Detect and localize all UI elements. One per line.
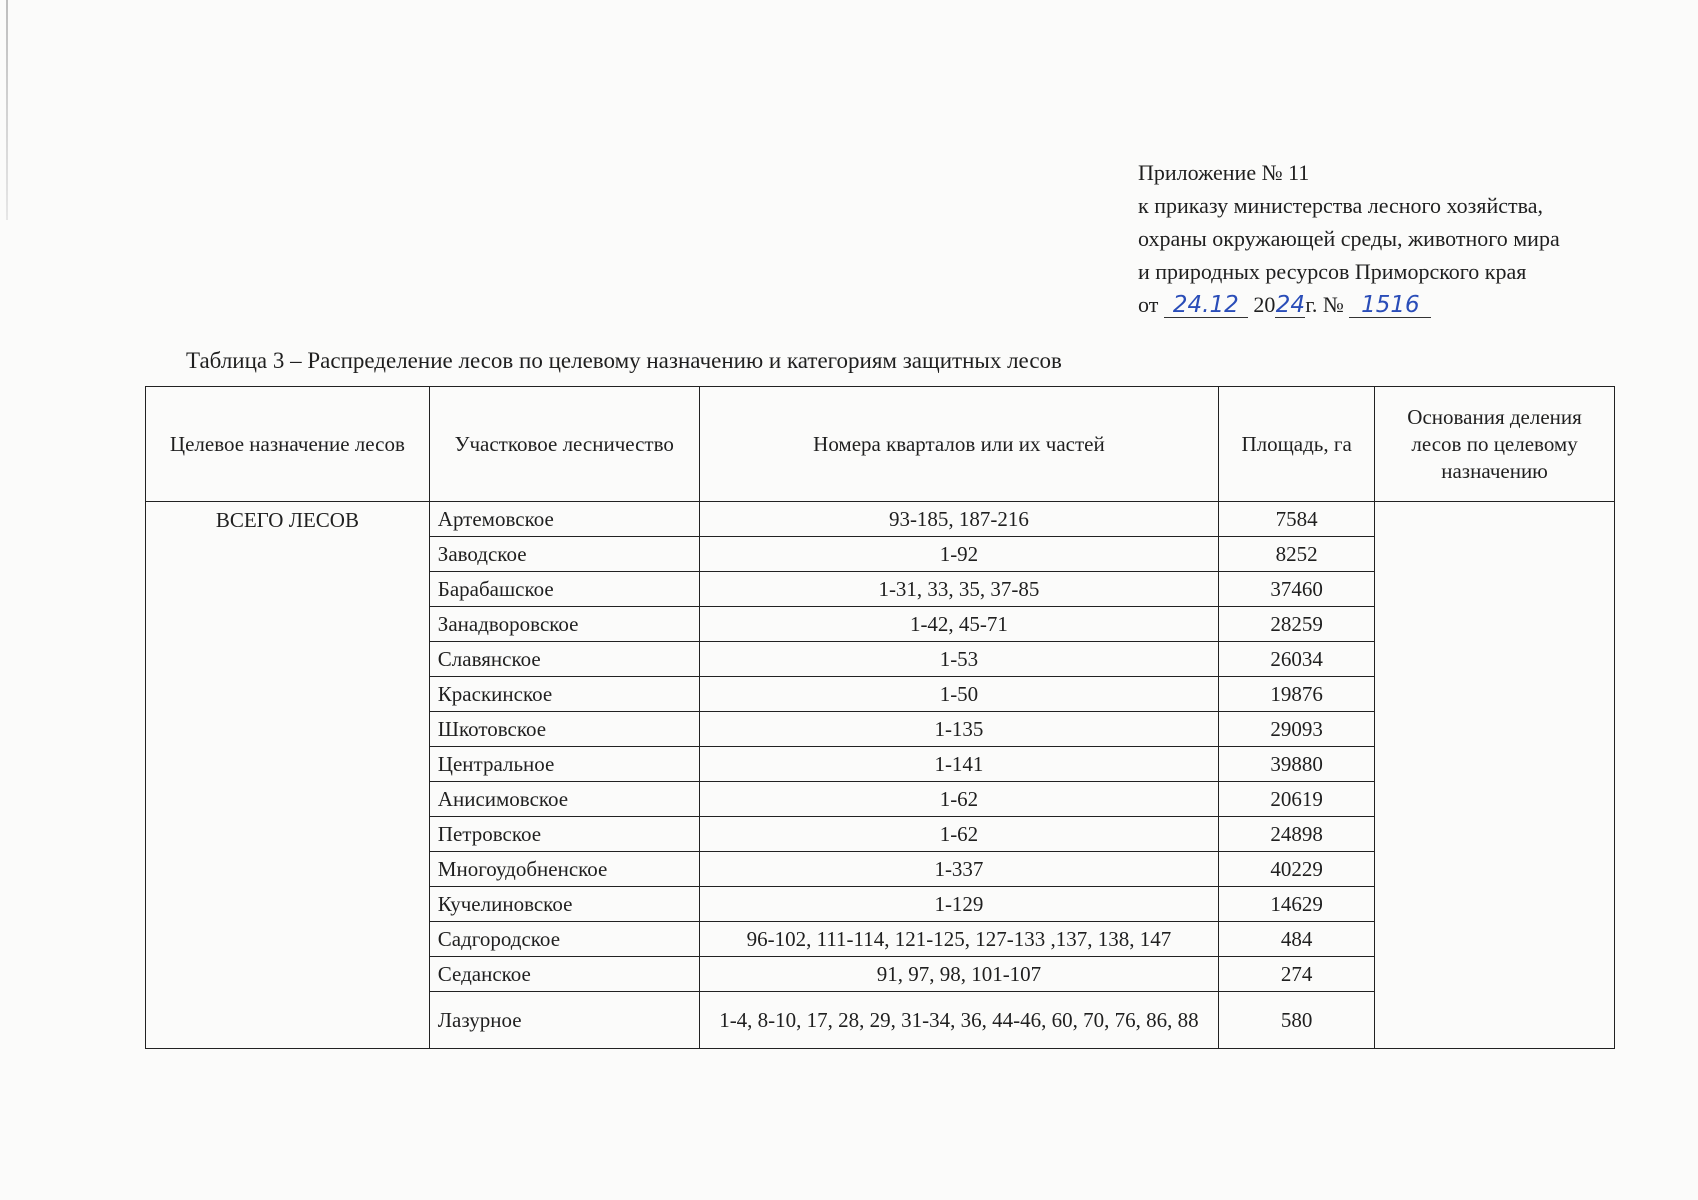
area-cell: 580 — [1219, 992, 1375, 1049]
appendix-order-line-2: охраны окружающей среды, животного мира — [1138, 226, 1560, 251]
handwritten-year: 24 — [1275, 292, 1305, 318]
from-label: от — [1138, 292, 1159, 317]
quarters-cell: 1-129 — [699, 887, 1219, 922]
area-cell: 7584 — [1219, 502, 1375, 537]
basis-cell — [1375, 502, 1615, 1049]
quarters-cell: 1-141 — [699, 747, 1219, 782]
quarters-cell: 1-135 — [699, 712, 1219, 747]
quarters-cell: 1-31, 33, 35, 37-85 — [699, 572, 1219, 607]
table-caption: Таблица 3 – Распределение лесов по целевому назначению и категориям защитных лесов — [186, 348, 1062, 373]
area-cell: 40229 — [1219, 852, 1375, 887]
quarters-cell: 96-102, 111-114, 121-125, 127-133 ,137, 138, 147 — [699, 922, 1219, 957]
scan-edge — [6, 0, 8, 220]
header-basis: Основания деления лесов по целевому назначению — [1375, 387, 1615, 502]
header-forestry: Участковое лесничество — [429, 387, 699, 502]
forestry-cell: Краскинское — [429, 677, 699, 712]
quarters-cell: 1-53 — [699, 642, 1219, 677]
forestry-cell: Анисимовское — [429, 782, 699, 817]
area-cell: 19876 — [1219, 677, 1375, 712]
quarters-cell: 1-42, 45-71 — [699, 607, 1219, 642]
forestry-cell: Центральное — [429, 747, 699, 782]
area-cell: 274 — [1219, 957, 1375, 992]
quarters-cell: 1-50 — [699, 677, 1219, 712]
forestry-cell: Шкотовское — [429, 712, 699, 747]
handwritten-number: 1516 — [1349, 293, 1431, 318]
forestry-cell: Седанское — [429, 957, 699, 992]
forestry-cell: Лазурное — [429, 992, 699, 1049]
area-cell: 29093 — [1219, 712, 1375, 747]
forestry-cell: Петровское — [429, 817, 699, 852]
table-row — [146, 502, 1615, 537]
year-prefix: 20 — [1253, 292, 1276, 317]
forestry-cell: Барабашское — [429, 572, 699, 607]
table-body — [146, 502, 1615, 1049]
area-cell: 39880 — [1219, 747, 1375, 782]
forestry-cell: Садгородское — [429, 922, 699, 957]
header-quarters: Номера кварталов или их частей — [699, 387, 1219, 502]
appendix-order-line-1: к приказу министерства лесного хозяйства, — [1138, 193, 1544, 218]
header-purpose: Целевое назначение лесов — [146, 387, 430, 502]
area-cell: 28259 — [1219, 607, 1375, 642]
table-header-row — [146, 387, 1615, 502]
area-cell: 24898 — [1219, 817, 1375, 852]
forestry-cell: Кучелиновское — [429, 887, 699, 922]
quarters-cell: 91, 97, 98, 101-107 — [699, 957, 1219, 992]
forestry-cell: Артемовское — [429, 502, 699, 537]
purpose-cell: ВСЕГО ЛЕСОВ — [146, 502, 430, 1049]
appendix-order-line-3: и природных ресурсов Приморского края — [1138, 259, 1527, 284]
area-cell: 37460 — [1219, 572, 1375, 607]
quarters-cell: 93-185, 187-216 — [699, 502, 1219, 537]
forestry-cell: Славянское — [429, 642, 699, 677]
area-cell: 20619 — [1219, 782, 1375, 817]
quarters-cell: 1-62 — [699, 782, 1219, 817]
forest-distribution-table — [145, 386, 1615, 1049]
quarters-cell: 1-62 — [699, 817, 1219, 852]
appendix-block — [1138, 156, 1560, 321]
header-area: Площадь, га — [1219, 387, 1375, 502]
appendix-date-line — [1138, 288, 1560, 321]
quarters-cell: 1-4, 8-10, 17, 28, 29, 31-34, 36, 44-46, 60, 70, 76, 86, 88 — [699, 992, 1219, 1049]
area-cell: 484 — [1219, 922, 1375, 957]
forestry-cell: Занадворовское — [429, 607, 699, 642]
appendix-title: Приложение № 11 — [1138, 160, 1310, 185]
forestry-cell: Заводское — [429, 537, 699, 572]
area-cell: 8252 — [1219, 537, 1375, 572]
forestry-cell: Многоудобненское — [429, 852, 699, 887]
quarters-cell: 1-337 — [699, 852, 1219, 887]
year-suffix: г. № — [1305, 292, 1344, 317]
area-cell: 26034 — [1219, 642, 1375, 677]
area-cell: 14629 — [1219, 887, 1375, 922]
handwritten-date: 24.12 — [1164, 293, 1248, 318]
quarters-cell: 1-92 — [699, 537, 1219, 572]
